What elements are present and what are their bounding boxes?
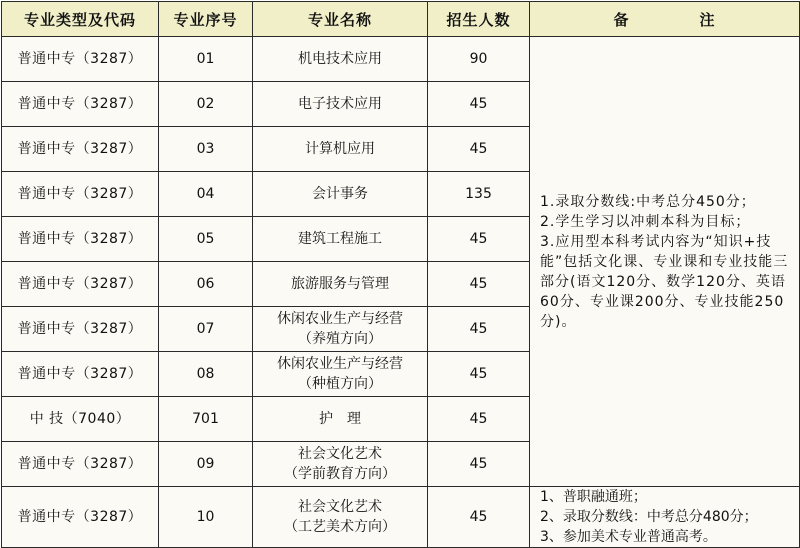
cell-enroll-count: 45 — [428, 352, 530, 397]
major-name-line: 建筑工程施工 — [298, 231, 382, 247]
cell-type-code: 普通中专（3287） — [2, 172, 159, 217]
major-name-line: 计算机应用 — [305, 141, 375, 157]
cell-major-name — [253, 37, 428, 82]
major-name-line: 休闲农业生产与经营 — [277, 356, 403, 372]
major-direction-line: （种植方向） — [298, 376, 382, 392]
cell-enroll-count: 45 — [428, 82, 530, 127]
cell-type-code: 普通中专（3287） — [2, 82, 159, 127]
cell-type-code: 普通中专（3287） — [2, 127, 159, 172]
major-direction-line: （学前教育方向） — [284, 466, 396, 482]
cell-enroll-count: 45 — [428, 127, 530, 172]
cell-serial: 701 — [159, 397, 253, 442]
cell-enroll-count: 45 — [428, 217, 530, 262]
major-name-line: 护 理 — [319, 411, 361, 427]
cell-serial: 08 — [159, 352, 253, 397]
remark-line: 3、参加美术专业普通高考。 — [540, 529, 717, 545]
remark-line: 2.学生学习以冲刺本科为目标； — [540, 213, 751, 230]
cell-enroll-count: 45 — [428, 262, 530, 307]
cell-major-name — [253, 82, 428, 127]
cell-major-name — [253, 487, 428, 548]
remark-line: 1.录取分数线:中考总分450分； — [540, 193, 756, 210]
cell-serial: 07 — [159, 307, 253, 352]
header-enroll-count: 招生人数 — [428, 2, 530, 37]
cell-major-name — [253, 262, 428, 307]
cell-serial: 06 — [159, 262, 253, 307]
cell-serial: 09 — [159, 442, 253, 487]
remark-line: 3.应用型本科考试内容为“知识+技能”包括文化课、专业课和专业技能三部分(语文120分、数学120分、英语60分、专业课200分、专业技能250分)。 — [540, 233, 789, 330]
cell-type-code: 普通中专（3287） — [2, 262, 159, 307]
cell-enroll-count: 135 — [428, 172, 530, 217]
table-row — [2, 487, 800, 548]
header-row — [2, 2, 800, 37]
cell-major-name — [253, 307, 428, 352]
major-name-line: 电子技术应用 — [298, 96, 382, 112]
cell-type-code: 普通中专（3287） — [2, 217, 159, 262]
cell-enroll-count: 45 — [428, 487, 530, 548]
cell-type-code: 普通中专（3287） — [2, 487, 159, 548]
cell-major-name — [253, 172, 428, 217]
major-name-line: 社会文化艺术 — [298, 446, 382, 462]
header-remarks — [530, 2, 800, 37]
header-remarks-char-1: 备 — [613, 10, 630, 29]
cell-remarks-last — [530, 487, 800, 548]
cell-enroll-count: 90 — [428, 37, 530, 82]
remark-line: 1、普职融通班； — [540, 489, 647, 505]
cell-type-code: 普通中专（3287） — [2, 352, 159, 397]
cell-major-name — [253, 217, 428, 262]
major-name-line: 旅游服务与管理 — [291, 276, 389, 292]
cell-serial: 03 — [159, 127, 253, 172]
major-name-line: 机电技术应用 — [298, 51, 382, 67]
major-direction-line: （养殖方向） — [298, 331, 382, 347]
major-name-line: 休闲农业生产与经营 — [277, 311, 403, 327]
header-serial: 专业序号 — [159, 2, 253, 37]
remark-line: 2、录取分数线：中考总分480分； — [540, 509, 758, 525]
cell-enroll-count: 45 — [428, 442, 530, 487]
cell-serial: 02 — [159, 82, 253, 127]
cell-major-name — [253, 442, 428, 487]
cell-major-name — [253, 397, 428, 442]
cell-enroll-count: 45 — [428, 307, 530, 352]
cell-type-code: 中 技（7040） — [2, 397, 159, 442]
enrollment-table — [1, 1, 800, 548]
cell-remarks-main — [530, 37, 800, 487]
cell-type-code: 普通中专（3287） — [2, 307, 159, 352]
major-name-line: 社会文化艺术 — [298, 499, 382, 515]
cell-serial: 04 — [159, 172, 253, 217]
cell-type-code: 普通中专（3287） — [2, 442, 159, 487]
cell-serial: 05 — [159, 217, 253, 262]
cell-enroll-count: 45 — [428, 397, 530, 442]
cell-major-name — [253, 127, 428, 172]
header-remarks-char-2: 注 — [699, 10, 716, 29]
cell-major-name — [253, 352, 428, 397]
major-direction-line: （工艺美术方向） — [284, 519, 396, 535]
cell-type-code: 普通中专（3287） — [2, 37, 159, 82]
cell-serial: 01 — [159, 37, 253, 82]
header-type-code: 专业类型及代码 — [2, 2, 159, 37]
table-row — [2, 37, 800, 82]
header-major-name: 专业名称 — [253, 2, 428, 37]
cell-serial: 10 — [159, 487, 253, 548]
major-name-line: 会计事务 — [312, 186, 368, 202]
